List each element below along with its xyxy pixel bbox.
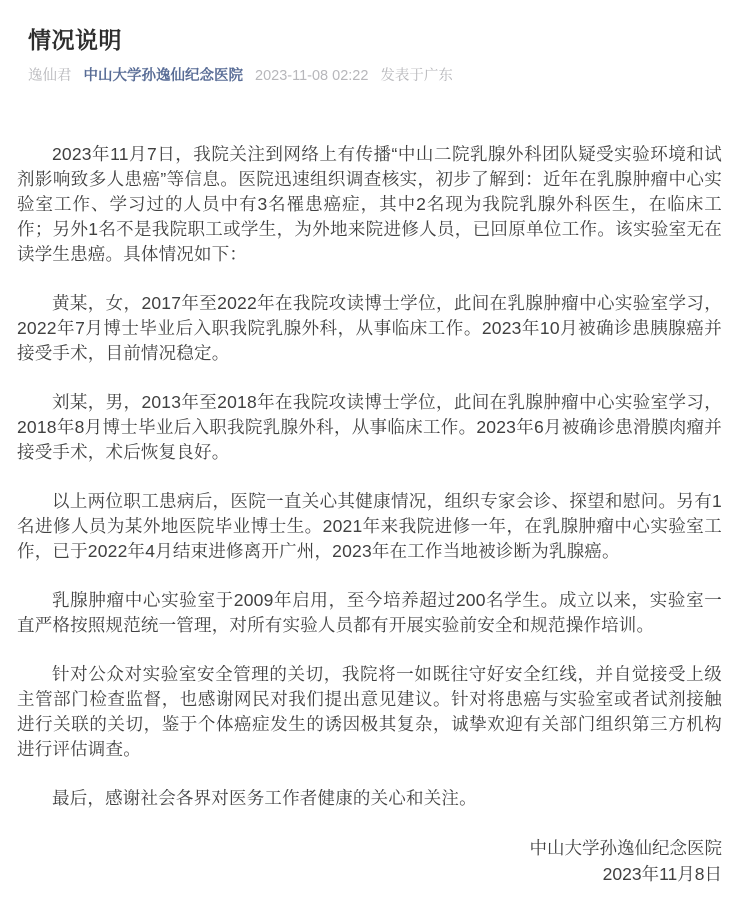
byline [28,67,711,85]
body-paragraph-1: 2023年11月7日，我院关注到网络上有传播“中山二院乳腺外科团队疑受实验环境和试剂影响致多人患癌”等信息。医院迅速组织调查核实，初步了解到：近年在乳腺肿瘤中心实验室工作、学习过的人员中有3名罹患癌症，其中2名现为我院乳腺外科医生，在临床工作；另外1名不是我院职工或学生，为外地来院进修人员，已回原单位工作。该实验室无在读学生患癌。具体情况如下： [17,144,722,264]
body-paragraph-2: 黄某，女，2017年至2022年在我院攻读博士学位，此间在乳腺肿瘤中心实验室学习，2022年7月博士毕业后入职我院乳腺外科，从事临床工作。2023年10月被确诊患胰腺癌并接受手术，目前情况稳定。 [17,293,722,363]
signature-block [17,835,722,887]
signature-org: 中山大学孙逸仙纪念医院 [529,838,722,858]
page-title: 情况说明 [28,27,122,53]
publish-timestamp: 2023-11-08 02:22 [255,68,369,84]
body-paragraph-3: 刘某，男，2013年至2018年在我院攻读博士学位，此间在乳腺肿瘤中心实验室学习，2018年8月博士毕业后入职我院乳腺外科，从事临床工作。2023年6月被确诊患滑膜肉瘤并接受手术，术后恢复良好。 [17,392,722,462]
article-body [17,142,722,887]
body-paragraph-4: 以上两位职工患病后，医院一直关心其健康情况，组织专家会诊、探望和慰问。另有1名进修人员为某外地医院毕业博士生。2021年来我院进修一年，在乳腺肿瘤中心实验室工作，已于2022年4月结束进修离开广州，2023年在工作当地被诊断为乳腺癌。 [17,491,722,561]
body-paragraph-7: 最后，感谢社会各界对医务工作者健康的关心和关注。 [52,788,477,808]
publish-location: 发表于广东 [380,68,453,84]
account-name-link[interactable]: 中山大学孙逸仙纪念医院 [83,68,243,84]
article-header [0,0,739,85]
body-paragraph-6: 针对公众对实验室安全管理的关切，我院将一如既往守好安全红线，并自觉接受上级主管部门检查监督，也感谢网民对我们提出意见建议。针对将患癌与实验室或者试剂接触进行关联的关切，鉴于个体癌症发生的诱因极其复杂，诚挚欢迎有关部门组织第三方机构进行评估调查。 [17,664,722,759]
author-name: 逸仙君 [28,68,72,84]
body-paragraph-5: 乳腺肿瘤中心实验室于2009年启用，至今培养超过200名学生。成立以来，实验室一直严格按照规范统一管理，对所有实验人员都有开展实验前安全和规范操作培训。 [17,590,722,635]
signature-date: 2023年11月8日 [602,864,722,884]
